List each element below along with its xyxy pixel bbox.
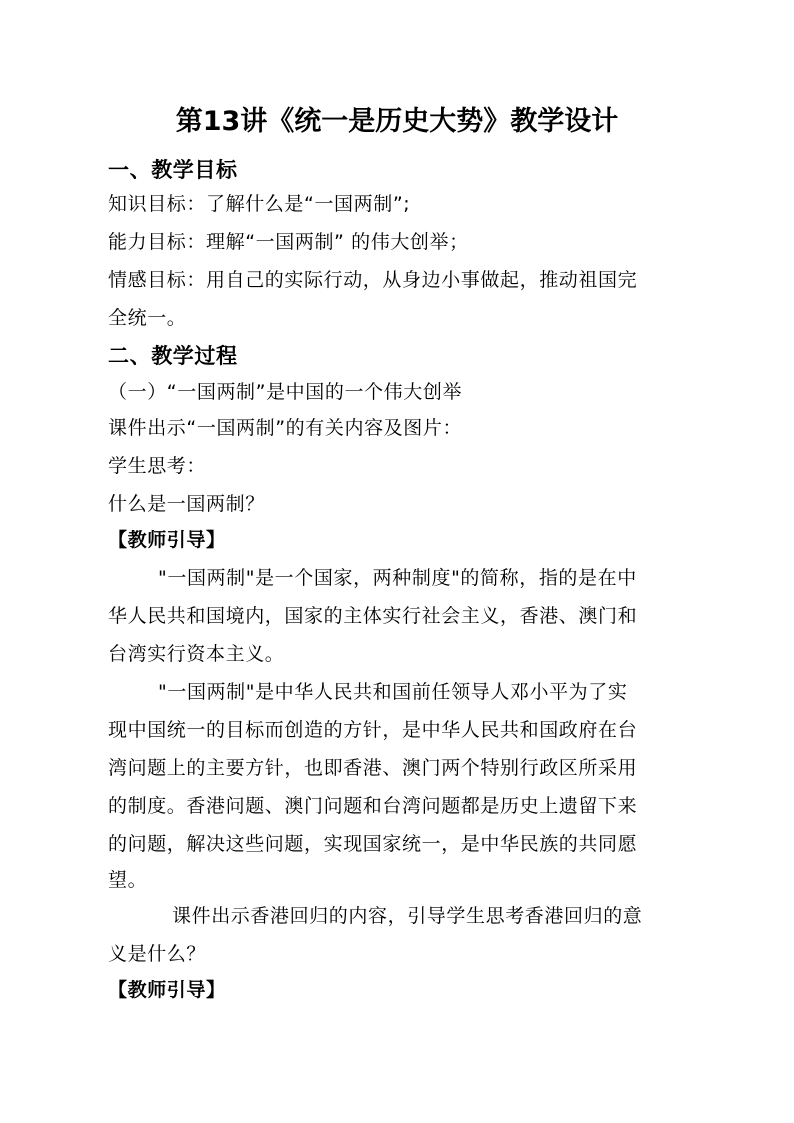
paragraph-2-line-4: 的制度。香港问题、澳门问题和台湾问题都是历史上遗留下来 — [108, 795, 638, 817]
paragraph-2-line-2: 现中国统一的目标而创造的方针，是中华人民共和国政府在台 — [108, 719, 638, 741]
paragraph-1-line-2: 华人民共和国境内，国家的主体实行社会主义，香港、澳门和 — [108, 605, 638, 627]
teacher-guide-label-2: 【教师引导】 — [108, 979, 226, 1001]
goal-knowledge: 知识目标：了解什么是“一国两制”; — [108, 193, 411, 215]
section-heading-goals: 一、教学目标 — [108, 158, 238, 182]
paragraph-2-line-1: "一国两制"是中华人民共和国前任领导人邓小平为了实 — [158, 681, 628, 703]
courseware-note-2-line-1: 课件出示香港回归的内容，引导学生思考香港回归的意 — [172, 905, 643, 927]
paragraph-1-line-3: 台湾实行资本主义。 — [108, 643, 285, 665]
courseware-note-1: 课件出示“一国两制”的有关内容及图片： — [108, 417, 463, 439]
courseware-note-2-line-2: 义是什么？ — [108, 943, 207, 965]
section-heading-process: 二、教学过程 — [108, 344, 238, 368]
goal-ability: 能力目标：理解“一国两制” 的伟大创举； — [108, 231, 469, 253]
goal-emotion-line-2: 全统一。 — [108, 307, 187, 329]
sub-heading-one: （一）“一国两制”是中国的一个伟大创举 — [108, 381, 463, 403]
goal-emotion-line-1: 情感目标：用自己的实际行动，从身边小事做起，推动祖国完 — [108, 269, 638, 291]
paragraph-2-line-5: 的问题，解决这些问题，实现国家统一，是中华民族的共同愿 — [108, 833, 638, 855]
student-think-label: 学生思考： — [108, 455, 207, 477]
teacher-guide-label-1: 【教师引导】 — [108, 529, 226, 551]
paragraph-2-line-6: 望。 — [108, 869, 148, 891]
paragraph-2-line-3: 湾问题上的主要方针，也即香港、澳门两个特别行政区所采用 — [108, 757, 638, 779]
paragraph-1-line-1: "一国两制"是一个国家，两种制度"的简称，指的是在中 — [158, 567, 637, 589]
question-one: 什么是一国两制？ — [108, 493, 265, 515]
document-title: 第13讲《统一是历史大势》教学设计 — [175, 106, 619, 137]
